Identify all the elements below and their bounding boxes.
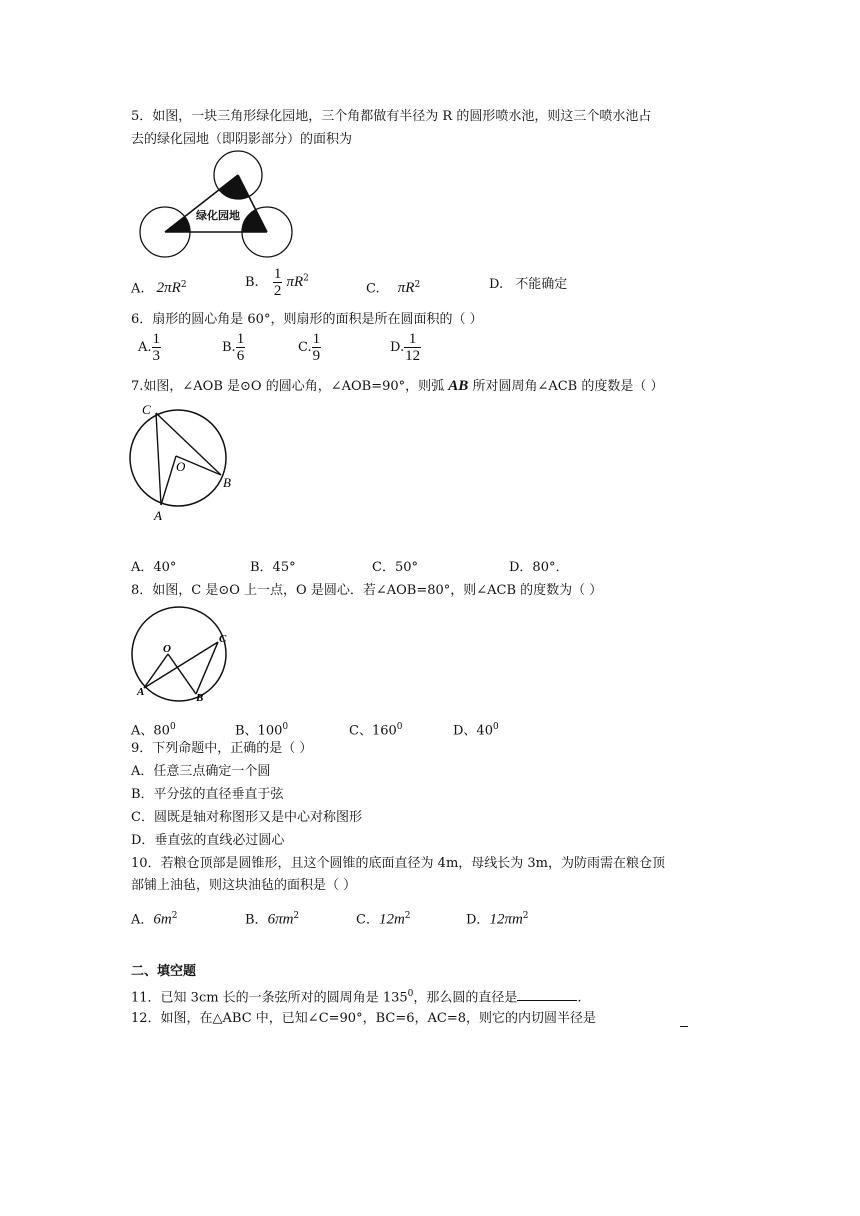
q8-label-b: B [196,692,204,704]
q7-label-c: C [142,402,151,417]
q10-option-a: A．$6m^2$ [131,911,178,928]
q8-label-a: A [137,686,145,698]
q10-option-b: B．$6\pi m^2$ [245,911,300,928]
q5-text-line2: 去的绿化园地（即阴影部分）的面积为 [131,132,353,147]
q7-arc: AB [448,378,469,394]
q7-option-d: D．80°． [509,560,569,575]
q10-text-line1: 10．若粮仓顶部是圆锥形，且这个圆锥的底面直径为 4m，母线长为 3m，为防雨需在粮仓顶 [131,856,666,871]
q6-option-d: D. $\frac{1}{12}$ [390,331,421,364]
q6-option-c: C. $\frac{1}{9}$ [298,331,321,364]
q5-option-c: C. $\pi R^2$ [366,280,421,297]
section-heading-fill-blank: 二、填空题 [131,964,197,979]
q6-text: 6．扇形的圆心角是 60°，则扇形的面积是所在圆面积的（ ） [131,312,483,327]
q6-option-b: B. $\frac{1}{6}$ [222,331,245,364]
q9-text: 9．下列命题中，正确的是（ ） [131,741,313,756]
q5-option-d: D. 不能确定 [489,277,568,292]
q9-option-b: B．平分弦的直径垂直于弦 [131,787,284,802]
q8-option-b: B、$100^0$ [235,722,289,739]
q7-figure [128,400,238,528]
q8-text: 8．如图，C 是⊙O 上一点，O 是圆心．若∠AOB=80°，则∠ACB 的度数为（ ） [131,583,603,598]
q5-figure-label: 绿化园地 [196,209,240,222]
q10-option-d: D．$12\pi m^2$ [466,911,529,928]
q7-option-b: B．45° [250,560,296,575]
q7-option-a: A．40° [131,560,177,575]
q8-option-a: A、$80^0$ [131,722,176,739]
q8-option-d: D、$40^0$ [453,722,499,739]
q12-answer-blank [680,1026,688,1027]
q10-text-line2: 部铺上油毡，则这块油毡的面积是（ ） [131,878,357,893]
q5-text-line1: 5．如图，一块三角形绿化园地，三个角都做有半径为 R 的圆形喷水池，则这三个喷水池占 [131,109,652,124]
q11-text: 11．已知 3cm 长的一条弦所对的圆周角是 $135^0$，那么圆的直径是 . [131,989,582,1006]
q5-option-a: A. $2\pi R^2$ [131,280,187,297]
q5-figure [134,150,296,262]
q9-option-d: D．垂直弦的直线必过圆心 [131,833,285,848]
q8-label-o: O [163,643,171,655]
q9-option-c: C．圆既是轴对称图形又是中心对称图形 [131,810,362,825]
q5-option-b: B. $\frac{1}{2}$ $\pi R^2$ [245,266,309,299]
q7-label-a: A [154,508,162,523]
q12-text: 12．如图，在△ABC 中，已知∠C=90°，BC=6，AC=8，则它的内切圆半径是 [131,1011,596,1026]
q7-label-o: O [176,459,186,474]
q7-label-b: B [223,475,231,490]
q11-answer-blank [517,988,577,1001]
q9-option-a: A．任意三点确定一个圆 [131,764,271,779]
q8-label-c: C [219,633,227,645]
q7-text: 7.如图，∠AOB 是⊙O 的圆心角，∠AOB=90°，则弧 AB 所对圆周角∠ACB 的度数是（ ） [131,378,664,394]
q8-option-c: C、$160^0$ [349,722,403,739]
q7-option-c: C．50° [372,560,418,575]
q6-option-a: A. $\frac{1}{3}$ [138,331,161,364]
q8-figure [130,606,230,704]
q10-option-c: C．$12m^2$ [356,911,411,928]
